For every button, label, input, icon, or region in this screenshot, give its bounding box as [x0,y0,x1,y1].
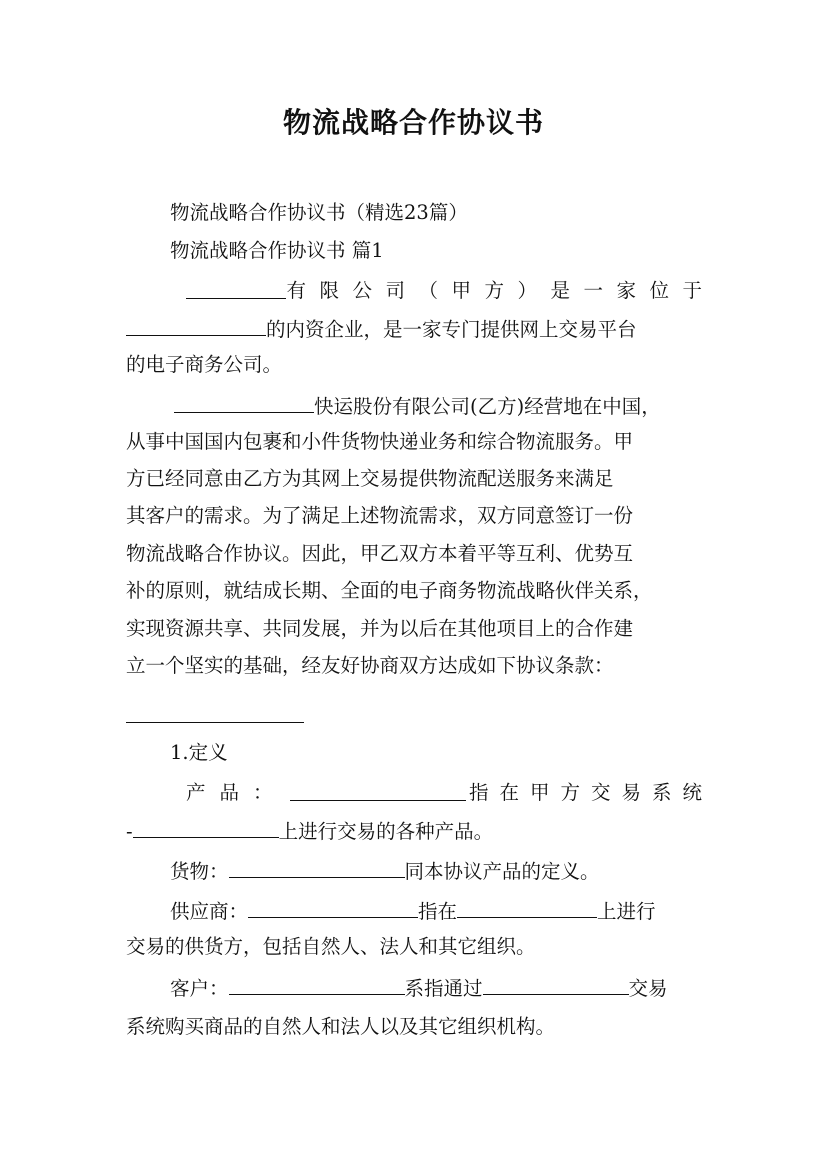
definition-supplier-line2: 交易的供货方，包括自然人、法人和其它组织。 [126,935,536,958]
blank-separator [126,722,304,723]
goods-label: 货物： [170,860,229,883]
para2-line: 从事中国国内包裹和小件货物快递业务和综合物流服务。甲 [126,430,634,453]
para1-line3: 的电子商务公司。 [126,353,283,376]
customer-end: 交易 [628,977,668,1000]
product-text2: 上进行交易的各种产品。 [278,820,494,843]
para2-line: 其客户的需求。为了满足上述物流需求，双方同意签订一份 [126,504,634,527]
section1-heading: 1.定义 [170,741,228,764]
blank-express-company [174,390,314,413]
definition-product-line2 [126,815,706,847]
blank-supplier [248,895,418,918]
para1-line2-text: 的内资企业，是一家专门提供网上交易平台 [266,318,637,341]
para2-line: 物流战略合作协议。因此，甲乙双方本着平等互利、优势互 [126,542,634,565]
product-text1: 指在甲方交易系统 [468,781,713,804]
customer-mid: 系指通过 [404,977,483,1000]
definition-product-line1 [186,778,713,808]
blank-customer-system [483,972,629,995]
supplier-end: 上进行 [597,900,656,923]
blank-product [290,778,466,801]
document-subtitle: 物流战略合作协议书（精选23篇） [170,201,468,224]
para2-line1-text: 快运股份有限公司(乙方)经营地在中国， [314,395,661,418]
para2-line: 立一个坚实的基础，经友好协商双方达成如下协议条款： [126,654,614,677]
para2-line: 方已经同意由乙方为其网上交易提供物流配送服务来满足 [126,467,614,490]
article-heading: 物流战略合作协议书 篇1 [170,239,384,262]
blank-location [126,313,266,336]
blank-customer [229,972,405,995]
definition-customer-line2: 系统购买商品的自然人和法人以及其它组织机构。 [126,1015,556,1038]
para1-line1-text: 有限公司（甲方）是一家位于 [286,279,716,302]
blank-supplier-platform [457,895,597,918]
definition-supplier-line1 [170,895,710,927]
blank-system-name [133,815,279,838]
supplier-label: 供应商： [170,900,249,923]
definition-customer-line1 [170,972,710,1004]
blank-company-name [186,276,286,299]
para2-line1 [174,390,754,422]
customer-label: 客户： [170,977,229,1000]
para1-line1 [186,276,716,306]
product-label: 产品： [186,781,287,804]
goods-text: 同本协议产品的定义。 [404,860,600,883]
product-prefix: - [126,820,133,843]
definition-goods [170,855,710,887]
para1-line2 [126,313,706,345]
para2-line: 补的原则，就结成长期、全面的电子商务物流战略伙伴关系， [126,579,653,602]
blank-goods [229,855,405,878]
document-title: 物流战略合作协议书 [282,106,544,139]
para2-line: 实现资源共享、共同发展，并为以后在其他项目上的合作建 [126,617,634,640]
supplier-mid: 指在 [418,900,458,923]
